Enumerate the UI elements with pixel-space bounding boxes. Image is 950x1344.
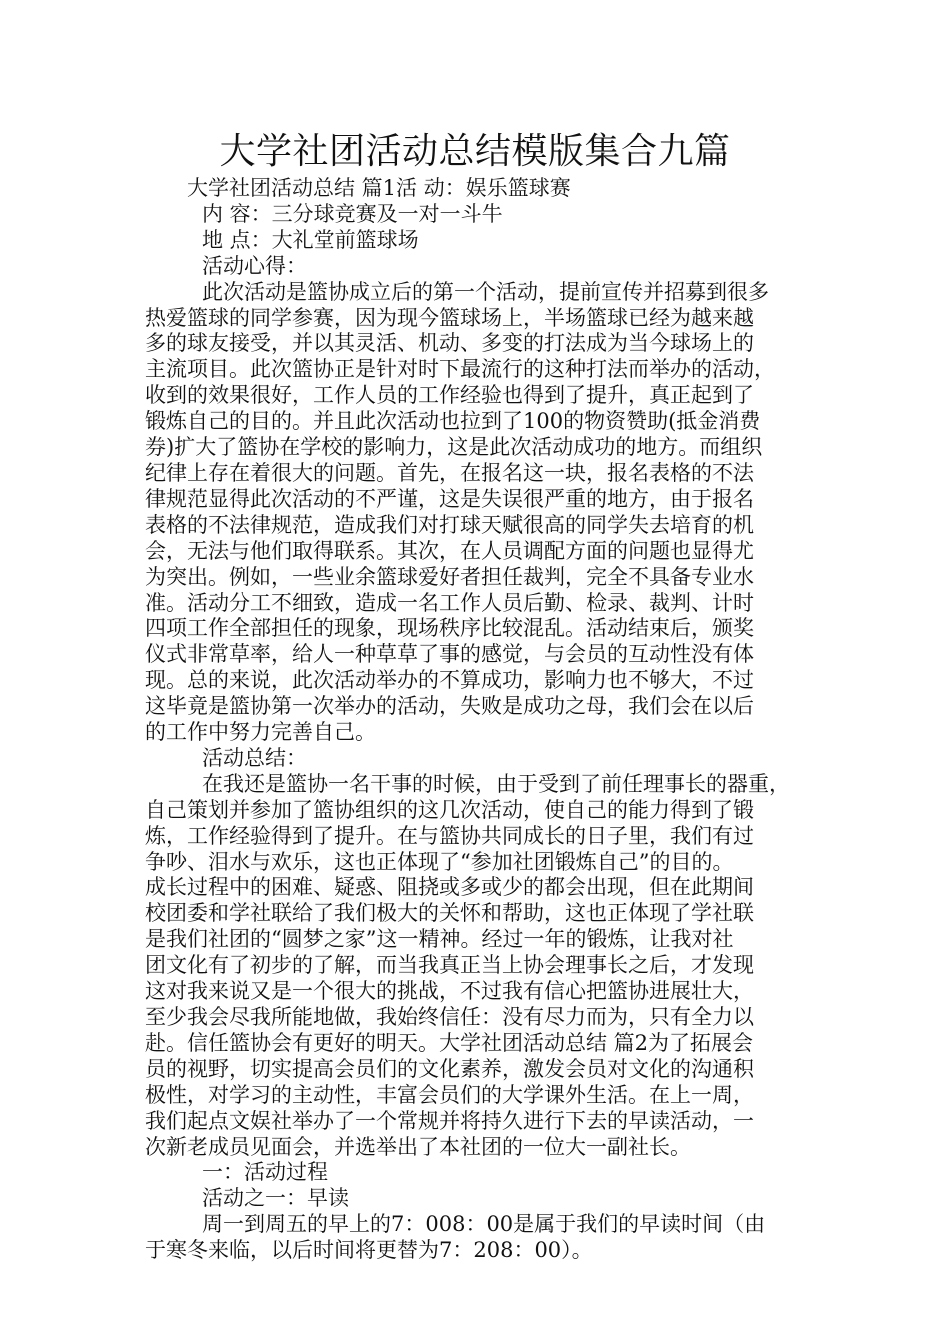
paragraph-line: 赴。信任篮协会有更好的明天。大学社团活动总结 篇2为了拓展会 bbox=[145, 1030, 754, 1055]
paragraph-line: 仪式非常草率，给人一种草草了事的感觉，与会员的互动性没有体 bbox=[145, 642, 754, 667]
paragraph-line: 周一到周五的早上的7：008：00是属于我们的早读时间（由 bbox=[202, 1212, 766, 1237]
paragraph-line: 争吵、泪水与欢乐，这也正体现了“参加社团锻炼自己”的目的。 bbox=[145, 849, 734, 874]
section-heading-1: 大学社团活动总结 篇1活 动：娱乐篮球赛 bbox=[187, 176, 571, 200]
experience-heading: 活动心得： bbox=[202, 253, 307, 278]
paragraph-line: 这对我来说又是一个很大的挑战，不过我有信心把篮协进展壮大， bbox=[145, 979, 754, 1004]
paragraph-line: 这毕竟是篮协第一次举办的活动，失败是成功之母，我们会在以后 bbox=[145, 694, 754, 719]
paragraph-line: 至少我会尽我所能地做，我始终信任：没有尽力而为，只有全力以 bbox=[145, 1005, 754, 1029]
paragraph-line: 律规范显得此次活动的不严谨，这是失误很严重的地方，由于报名 bbox=[145, 486, 754, 511]
paragraph-line: 员的视野，切实提高会员们的文化素养，激发会员对文化的沟通积 bbox=[145, 1056, 754, 1081]
paragraph-line: 收到的效果很好，工作人员的工作经验也得到了提升，真正起到了 bbox=[145, 383, 754, 408]
paragraph-line: 自己策划并参加了篮协组织的这几次活动，使自己的能力得到了锻 bbox=[145, 797, 754, 822]
activity-location-line: 地 点：大礼堂前篮球场 bbox=[202, 227, 419, 252]
paragraph-line: 团文化有了初步的了解，而当我真正当上协会理事长之后，才发现 bbox=[145, 953, 754, 978]
paragraph-line: 热爱篮球的同学参赛，因为现今篮球场上，半场篮球已经为越来越 bbox=[145, 305, 754, 330]
paragraph-line: 为突出。例如，一些业余篮球爱好者担任裁判，完全不具备专业水 bbox=[145, 564, 754, 589]
paragraph-line: 券)扩大了篮协在学校的影响力，这是此次活动成功的地方。而组织 bbox=[145, 435, 763, 460]
paragraph-line: 的工作中努力完善自己。 bbox=[145, 720, 376, 745]
paragraph-line: 准。活动分工不细致，造成一名工作人员后勤、检录、裁判、计时 bbox=[145, 590, 754, 615]
paragraph-line: 锻炼自己的目的。并且此次活动也拉到了100的物资赞助(抵金消费 bbox=[145, 409, 761, 434]
process-heading: 一：活动过程 bbox=[202, 1160, 328, 1185]
paragraph-line: 表格的不法律规范，造成我们对打球天赋很高的同学失去培育的机 bbox=[145, 512, 754, 537]
paragraph-line: 四项工作全部担任的现象，现场秩序比较混乱。活动结束后，颁奖 bbox=[145, 616, 754, 641]
paragraph-line: 于寒冬来临，以后时间将更替为7：208：00）。 bbox=[145, 1238, 593, 1263]
document-title: 大学社团活动总结模版集合九篇 bbox=[219, 131, 731, 172]
activity-one-heading: 活动之一：早读 bbox=[202, 1186, 349, 1211]
paragraph-line: 纪律上存在着很大的问题。首先，在报名这一块，报名表格的不法 bbox=[145, 460, 754, 485]
paragraph-line: 是我们社团的“圆梦之家”这一精神。经过一年的锻炼，让我对社 bbox=[145, 927, 734, 952]
paragraph-line: 校团委和学社联给了我们极大的关怀和帮助，这也正体现了学社联 bbox=[145, 901, 754, 926]
paragraph-line: 多的球友接受，并以其灵活、机动、多变的打法成为当今球场上的 bbox=[145, 331, 754, 356]
document-body bbox=[145, 176, 805, 1264]
summary-heading: 活动总结： bbox=[202, 745, 307, 770]
paragraph-line: 成长过程中的困难、疑惑、阻挠或多或少的都会出现，但在此期间 bbox=[145, 875, 754, 900]
paragraph-line: 会，无法与他们取得联系。其次，在人员调配方面的问题也显得尤 bbox=[145, 538, 754, 563]
paragraph-line: 极性，对学习的主动性，丰富会员们的大学课外生活。在上一周， bbox=[145, 1082, 754, 1107]
paragraph-line: 此次活动是篮协成立后的第一个活动，提前宣传并招募到很多 bbox=[202, 279, 769, 304]
paragraph-line: 现。总的来说，此次活动举办的不算成功，影响力也不够大，不过 bbox=[145, 668, 754, 693]
paragraph-line: 炼，工作经验得到了提升。在与篮协共同成长的日子里，我们有过 bbox=[145, 823, 754, 848]
paragraph-line: 我们起点文娱社举办了一个常规并将持久进行下去的早读活动，一 bbox=[145, 1108, 754, 1133]
activity-content-line: 内 容：三分球竞赛及一对一斗牛 bbox=[202, 201, 503, 226]
paragraph-line: 主流项目。此次篮协正是针对时下最流行的这种打法而举办的活动， bbox=[145, 357, 775, 382]
paragraph-line: 在我还是篮协一名干事的时候，由于受到了前任理事长的器重， bbox=[202, 771, 790, 796]
paragraph-line: 次新老成员见面会，并选举出了本社团的一位大一副社长。 bbox=[145, 1134, 691, 1159]
